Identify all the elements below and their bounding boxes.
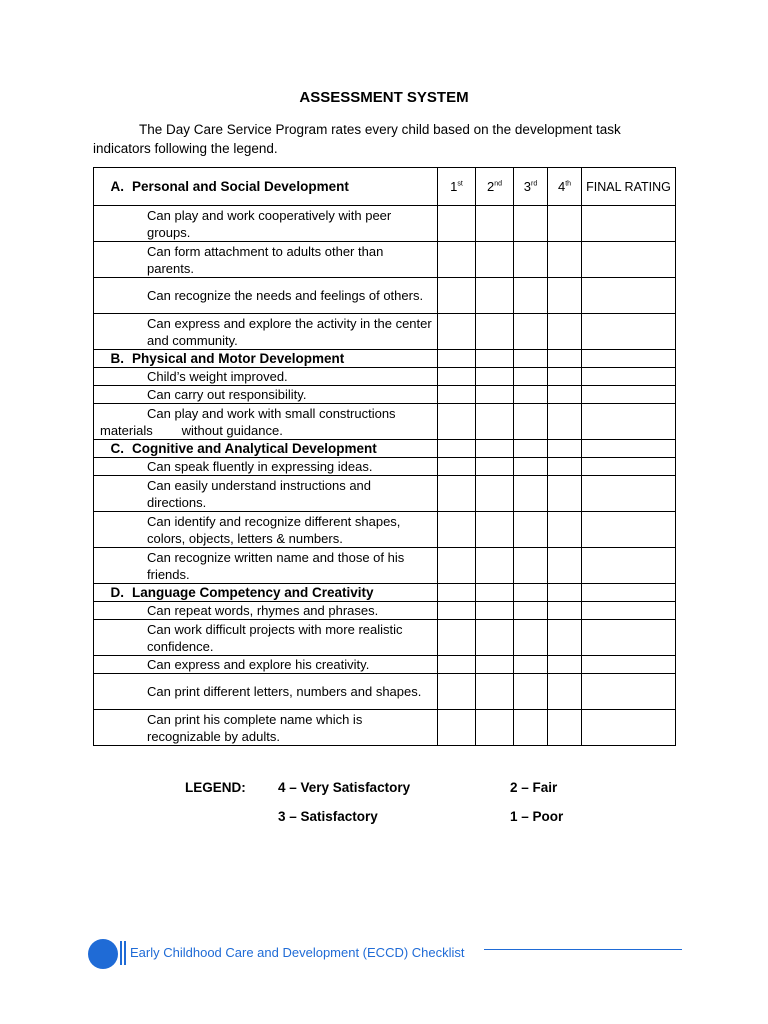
- final-rating-cell[interactable]: [582, 710, 676, 746]
- indicator-text: Can recognize written name and those of his friends.: [147, 549, 405, 582]
- indicator-text: Can form attachment to adults other than parents.: [147, 243, 384, 276]
- rating-cell[interactable]: [476, 368, 514, 386]
- legend-entry: 2 – Fair: [510, 780, 558, 795]
- rating-cell[interactable]: [548, 314, 582, 350]
- rating-cell[interactable]: [514, 710, 548, 746]
- rating-cell[interactable]: [548, 620, 582, 656]
- rating-cell[interactable]: [514, 206, 548, 242]
- indicator-text: Child’s weight improved.: [147, 369, 288, 384]
- table-row: [94, 512, 676, 548]
- section-letter: D.: [110, 584, 124, 600]
- footer-rule: [484, 949, 682, 950]
- rating-cell[interactable]: [476, 656, 514, 674]
- rating-cell[interactable]: [514, 602, 548, 620]
- rating-cell[interactable]: [476, 512, 514, 548]
- table-row: [94, 458, 676, 476]
- rating-cell[interactable]: [438, 656, 476, 674]
- rating-cell[interactable]: [514, 476, 548, 512]
- section-letter: B.: [110, 350, 124, 366]
- rating-cell[interactable]: [514, 674, 548, 710]
- table-row: [94, 314, 676, 350]
- final-rating-cell[interactable]: [582, 512, 676, 548]
- table-row: [94, 602, 676, 620]
- rating-cell[interactable]: [476, 602, 514, 620]
- table-row: [94, 242, 676, 278]
- section-title: Cognitive and Analytical Development: [132, 440, 377, 456]
- section-c-row: [94, 440, 676, 458]
- rating-cell[interactable]: [438, 674, 476, 710]
- table-row: [94, 548, 676, 584]
- rating-cell[interactable]: [514, 458, 548, 476]
- indicator-text: Can express and explore his creativity.: [147, 657, 370, 672]
- section-letter: A.: [110, 179, 124, 194]
- rating-cell[interactable]: [548, 710, 582, 746]
- final-rating-cell[interactable]: [582, 674, 676, 710]
- period-4-header: 4th: [548, 168, 582, 206]
- table-row: [94, 278, 676, 314]
- legend-entry: 3 – Satisfactory: [278, 809, 378, 824]
- rating-cell[interactable]: [514, 242, 548, 278]
- legend-label: LEGEND:: [185, 780, 246, 795]
- final-rating-cell[interactable]: [582, 458, 676, 476]
- final-rating-cell[interactable]: [582, 548, 676, 584]
- legend-entry: 4 – Very Satisfactory: [278, 780, 411, 795]
- rating-cell[interactable]: [476, 314, 514, 350]
- final-rating-header: FINAL RATING: [582, 168, 676, 206]
- rating-cell[interactable]: [476, 710, 514, 746]
- rating-cell[interactable]: [438, 512, 476, 548]
- final-rating-cell[interactable]: [582, 656, 676, 674]
- table-header-row: [94, 168, 676, 206]
- rating-cell[interactable]: [438, 242, 476, 278]
- rating-cell[interactable]: [476, 674, 514, 710]
- indicator-text: Can express and explore the activity in the center and community.: [147, 315, 432, 348]
- rating-cell[interactable]: [476, 206, 514, 242]
- rating-cell[interactable]: [514, 386, 548, 404]
- rating-cell[interactable]: [438, 278, 476, 314]
- final-rating-cell[interactable]: [582, 386, 676, 404]
- rating-cell[interactable]: [476, 620, 514, 656]
- rating-cell[interactable]: [548, 368, 582, 386]
- table-row: [94, 710, 676, 746]
- rating-cell[interactable]: [548, 548, 582, 584]
- rating-cell[interactable]: [514, 512, 548, 548]
- period-2-header: 2nd: [476, 168, 514, 206]
- rating-cell[interactable]: [438, 314, 476, 350]
- indicator-text: Can print different letters, numbers and shapes.: [147, 684, 422, 699]
- rating-cell[interactable]: [548, 278, 582, 314]
- indicator-text-continued: materials without guidance.: [100, 422, 283, 438]
- section-d-row: [94, 584, 676, 602]
- indicator-text: Can identify and recognize different shapes, colors, objects, letters & numbers.: [147, 513, 401, 546]
- table-row: [94, 206, 676, 242]
- rating-cell[interactable]: [438, 710, 476, 746]
- table-row: [94, 368, 676, 386]
- rating-cell[interactable]: [514, 620, 548, 656]
- final-rating-cell[interactable]: [582, 368, 676, 386]
- indicator-text: Can print his complete name which is recognizable by adults.: [147, 711, 363, 744]
- final-rating-cell[interactable]: [582, 278, 676, 314]
- rating-cell[interactable]: [476, 386, 514, 404]
- table-row: [94, 620, 676, 656]
- section-title: Language Competency and Creativity: [132, 584, 374, 600]
- final-rating-cell[interactable]: [582, 476, 676, 512]
- section-letter: C.: [110, 440, 124, 456]
- rating-cell[interactable]: [548, 476, 582, 512]
- rating-cell[interactable]: [548, 242, 582, 278]
- rating-cell[interactable]: [438, 620, 476, 656]
- footer-text: Early Childhood Care and Development (ECCD) Checklist: [130, 945, 465, 960]
- footer-divider: [120, 941, 122, 965]
- table-row: [94, 674, 676, 710]
- indicator-text: Can recognize the needs and feelings of others.: [147, 288, 424, 303]
- table-row: [94, 404, 676, 440]
- final-rating-cell[interactable]: [582, 314, 676, 350]
- rating-cell[interactable]: [476, 476, 514, 512]
- rating-cell[interactable]: [548, 386, 582, 404]
- section-title: Physical and Motor Development: [132, 350, 345, 366]
- rating-cell[interactable]: [476, 242, 514, 278]
- rating-cell[interactable]: [548, 602, 582, 620]
- footer-circle-icon: [88, 939, 118, 969]
- rating-cell[interactable]: [514, 314, 548, 350]
- indicator-text: Can work difficult projects with more realistic confidence.: [147, 621, 403, 654]
- final-rating-cell[interactable]: [582, 620, 676, 656]
- assessment-table: [93, 167, 676, 746]
- rating-cell[interactable]: [548, 404, 582, 440]
- indicator-text: Can speak fluently in expressing ideas.: [147, 459, 373, 474]
- intro-paragraph: The Day Care Service Program rates every child based on the development task indicators following the legend.: [93, 122, 621, 156]
- document-title: ASSESSMENT SYSTEM: [299, 89, 469, 106]
- rating-cell[interactable]: [438, 206, 476, 242]
- indicator-text: Can repeat words, rhymes and phrases.: [147, 603, 379, 618]
- rating-cell[interactable]: [476, 458, 514, 476]
- rating-cell[interactable]: [438, 602, 476, 620]
- indicator-text: Can easily understand instructions and directions.: [147, 477, 372, 510]
- rating-cell[interactable]: [514, 404, 548, 440]
- rating-cell[interactable]: [514, 656, 548, 674]
- table-row: [94, 656, 676, 674]
- rating-cell[interactable]: [476, 548, 514, 584]
- period-1-header: 1st: [438, 168, 476, 206]
- rating-cell[interactable]: [438, 548, 476, 584]
- rating-cell[interactable]: [476, 278, 514, 314]
- rating-cell[interactable]: [438, 386, 476, 404]
- rating-cell[interactable]: [548, 656, 582, 674]
- rating-cell[interactable]: [438, 404, 476, 440]
- rating-cell[interactable]: [548, 206, 582, 242]
- rating-cell[interactable]: [514, 368, 548, 386]
- rating-cell[interactable]: [548, 674, 582, 710]
- indicator-text: Can play and work with small constructions: [147, 405, 396, 421]
- rating-cell[interactable]: [548, 458, 582, 476]
- rating-cell[interactable]: [548, 512, 582, 548]
- period-3-header: 3rd: [514, 168, 548, 206]
- footer-divider: [124, 941, 126, 965]
- table-row: [94, 476, 676, 512]
- final-rating-cell[interactable]: [582, 602, 676, 620]
- indicator-text: Can play and work cooperatively with peer groups.: [147, 207, 392, 240]
- rating-cell[interactable]: [438, 458, 476, 476]
- rating-cell[interactable]: [438, 368, 476, 386]
- section-title: Personal and Social Development: [132, 179, 349, 194]
- final-rating-cell[interactable]: [582, 242, 676, 278]
- section-b-row: [94, 350, 676, 368]
- rating-cell[interactable]: [476, 404, 514, 440]
- final-rating-cell[interactable]: [582, 206, 676, 242]
- rating-cell[interactable]: [514, 548, 548, 584]
- section-a-header: [94, 168, 438, 206]
- legend-entry: 1 – Poor: [510, 809, 564, 824]
- table-row: [94, 386, 676, 404]
- rating-cell[interactable]: [514, 278, 548, 314]
- final-rating-cell[interactable]: [582, 404, 676, 440]
- rating-cell[interactable]: [438, 476, 476, 512]
- indicator-text: Can carry out responsibility.: [147, 387, 307, 402]
